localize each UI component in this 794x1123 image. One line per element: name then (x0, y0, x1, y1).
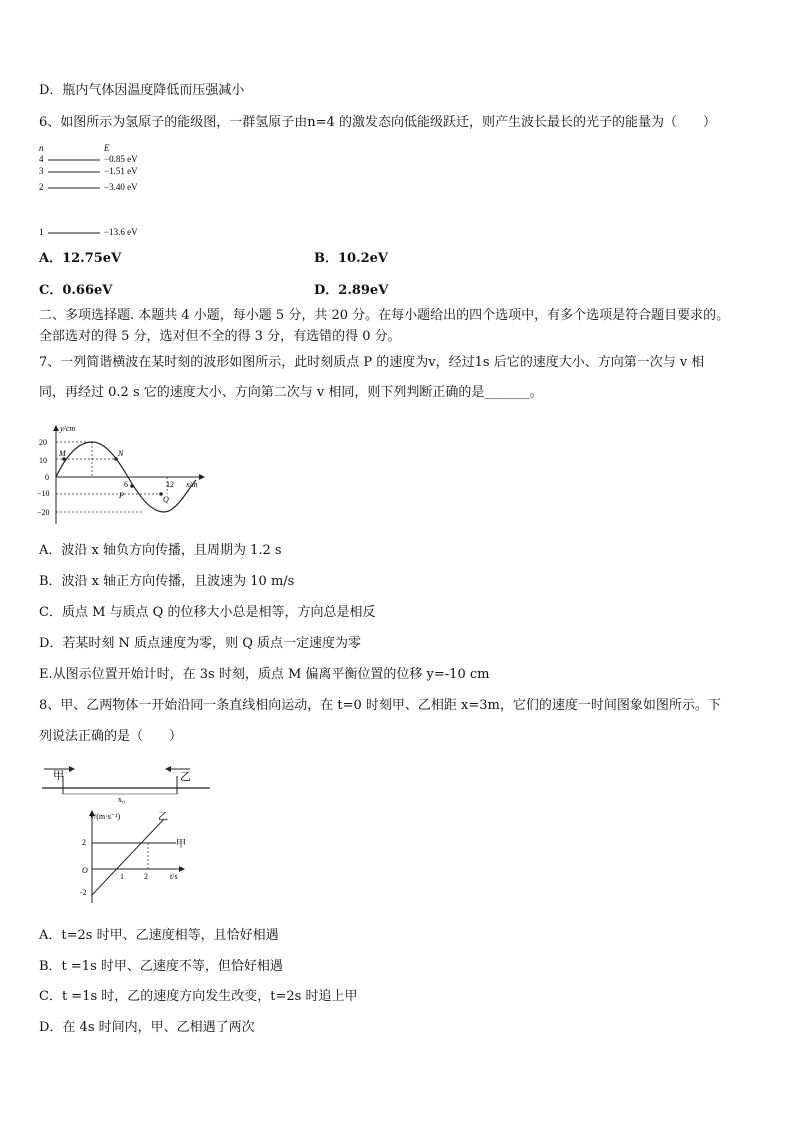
vt-yi-line (92, 819, 164, 895)
vt-origin: O (82, 866, 88, 875)
q8-option-b[interactable]: B．t =1s 时甲、乙速度不等，但恰好相遇 (39, 959, 283, 974)
wave-y-tick-20: 20 (39, 438, 47, 447)
wave-y-tick-neg20: −20 (37, 508, 50, 517)
energy-value-3: −1.51 eV (104, 166, 138, 176)
vt-graph (74, 805, 194, 907)
energy-e-label: E (104, 143, 110, 153)
wave-point-n: N (118, 449, 124, 458)
q6-stem: 6、如图所示为氢原子的能级图，一群氢原子由n=4 的激发态向低能级跃迁，则产生波长最长的光子的能量为（ ） (39, 115, 716, 130)
energy-n-label: n (39, 143, 44, 153)
motion-jia-label: 甲 (53, 770, 64, 782)
wave-point-m: M (59, 449, 66, 458)
vt-y-tick-2: 2 (82, 838, 86, 847)
q7-option-d[interactable]: D．若某时刻 N 质点速度为零，则 Q 质点一定速度为零 (39, 636, 361, 651)
q8-option-a[interactable]: A．t=2s 时甲、乙速度相等，且恰好相遇 (39, 928, 279, 943)
energy-value-4: −0.85 eV (104, 154, 138, 164)
energy-level-4 (39, 154, 138, 164)
vt-yi-label: 乙 (158, 812, 168, 823)
wave-point-q: Q (163, 495, 169, 504)
energy-level-3 (39, 166, 138, 176)
wave-point-p: P (119, 491, 124, 500)
vt-x-label: t/s (170, 872, 178, 881)
energy-level-diagram (36, 140, 166, 242)
energy-n-2: 2 (39, 182, 44, 192)
energy-level-1 (39, 227, 138, 237)
q6-option-a[interactable]: A．12.75eV (39, 251, 122, 266)
energy-n-4: 4 (39, 154, 44, 164)
energy-n-1: 1 (39, 227, 44, 237)
q7-stem-line1: 7、一列简谐横波在某时刻的波形如图所示，此时刻质点 P 的速度为v，经过1s 后它的速度大小、方向第一次与 v 相 (39, 355, 705, 370)
wave-y-tick-0: 0 (45, 473, 49, 482)
wave-x-tick-12: 12 (166, 480, 174, 489)
energy-level-2 (39, 182, 138, 192)
energy-n-3: 3 (39, 166, 44, 176)
vt-jia-label: 甲 (176, 839, 186, 850)
vt-x-tick-2: 2 (144, 872, 148, 881)
motion-yi-label: 乙 (180, 771, 191, 783)
energy-value-1: −13.6 eV (104, 227, 138, 237)
q6-option-c[interactable]: C．0.66eV (39, 283, 113, 298)
q7-option-c[interactable]: C．质点 M 与质点 Q 的位移大小总是相等，方向总是相反 (39, 605, 376, 620)
vt-y-tick-neg2: -2 (80, 888, 87, 897)
section-2-heading: 二、多项选择题. 本题共 4 小题，每小题 5 分，共 20 分。在每小题给出的四个选项中，有多个选项是符合题目要求的。 (39, 308, 730, 323)
q7-option-b[interactable]: B．波沿 x 轴正方向传播，且波速为 10 m/s (39, 574, 295, 589)
q8-stem-line2: 列说法正确的是（ ） (39, 729, 183, 744)
q7-stem-line2: 同，再经过 0.2 s 它的速度大小、方向第二次与 v 相同，则下列判断正确的是_______。 (39, 385, 543, 400)
motion-distance-label: x₀ (118, 795, 125, 804)
q6-option-b[interactable]: B．10.2eV (314, 251, 389, 266)
q5-option-d: D．瓶内气体因温度降低而压强减小 (39, 83, 245, 98)
energy-value-2: −3.40 eV (104, 182, 138, 192)
wave-graph (36, 420, 212, 528)
wave-y-tick-10: 10 (39, 456, 47, 465)
q8-option-d[interactable]: D．在 4s 时间内，甲、乙相遇了两次 (39, 1020, 255, 1035)
q8-stem-line1: 8、甲、乙两物体一开始沿同一条直线相向运动，在 t=0 时刻甲、乙相距 x=3m，它们的速度一时间图象如图所示。下 (39, 698, 721, 713)
section-2-instructions: 全部选对的得 5 分，选对但不全的得 3 分，有选错的得 0 分。 (39, 329, 401, 344)
vt-x-tick-1: 1 (120, 872, 124, 881)
vt-y-label: v/(m·s⁻¹) (90, 812, 121, 821)
q6-option-d[interactable]: D．2.89eV (314, 283, 389, 298)
wave-y-label: y/cm (60, 424, 76, 433)
wave-x-label: x/m (186, 480, 198, 489)
motion-schematic (38, 760, 214, 804)
q8-option-c[interactable]: C．t =1s 时，乙的速度方向发生改变，t=2s 时追上甲 (39, 989, 358, 1004)
wave-y-tick-neg10: −10 (37, 489, 50, 498)
wave-x-tick-6: 6 (124, 480, 128, 489)
q7-option-a[interactable]: A．波沿 x 轴负方向传播，且周期为 1.2 s (39, 543, 282, 558)
q7-option-e[interactable]: E.从图示位置开始计时，在 3s 时刻，质点 M 偏离平衡位置的位移 y=-10 cm (39, 667, 490, 682)
